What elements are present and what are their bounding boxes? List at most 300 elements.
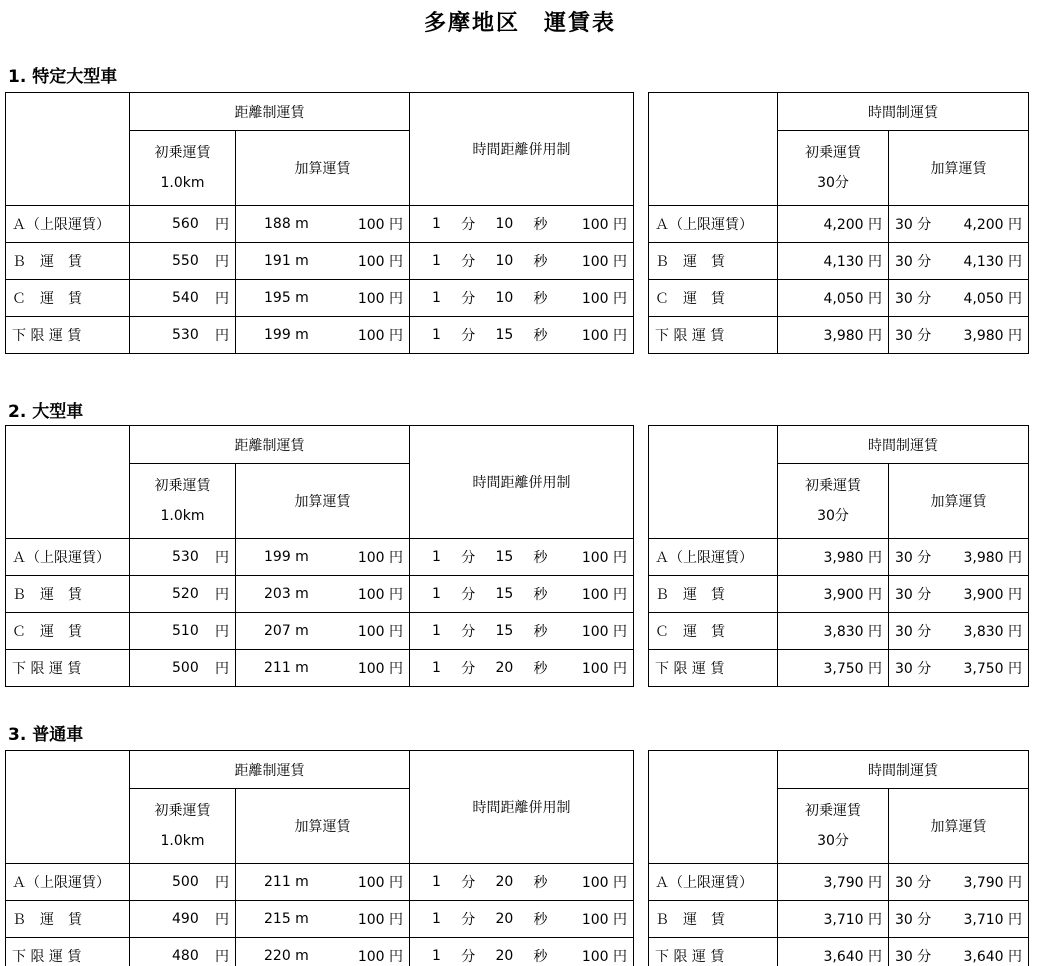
second-unit: 秒	[533, 661, 548, 677]
row-label	[649, 938, 778, 966]
second-unit: 秒	[533, 624, 548, 640]
time-seconds: 10	[495, 253, 514, 269]
row-label	[649, 206, 778, 243]
row-label-text: 下 限 運 賃	[655, 661, 725, 677]
additional-distance: 220 m	[264, 948, 309, 964]
time-fare-table	[648, 750, 1029, 966]
time-fare-value: 100 円	[581, 291, 627, 307]
yen-unit: 円	[215, 550, 229, 566]
time-unit-value: 30 分	[895, 661, 932, 677]
row-label	[649, 901, 778, 938]
additional-distance: 211 m	[264, 660, 309, 676]
additional-fare-header: 加算運賃	[889, 131, 1029, 206]
time-additional-cell	[889, 243, 1029, 280]
yen-unit: 円	[215, 587, 229, 603]
initial-distance-label: 1.0km	[160, 508, 205, 524]
time-seconds: 20	[495, 874, 514, 890]
initial-time-header	[778, 789, 889, 864]
time-fare-value: 100 円	[581, 550, 627, 566]
second-unit: 秒	[533, 217, 548, 233]
additional-fare-value: 100 円	[357, 587, 403, 603]
time-fare-value: 100 円	[581, 587, 627, 603]
row-label	[649, 317, 778, 354]
time-fare-row	[649, 280, 1029, 317]
row-label	[6, 243, 130, 280]
additional-fare-value: 100 円	[357, 217, 403, 233]
time-fare-row	[649, 901, 1029, 938]
additional-fare-cell	[236, 864, 410, 901]
minute-unit: 分	[461, 291, 476, 307]
time-fare-value: 100 円	[581, 949, 627, 965]
row-label	[6, 206, 130, 243]
additional-distance: 199 m	[264, 327, 309, 343]
row-label	[649, 650, 778, 687]
minute-unit: 分	[461, 254, 476, 270]
time-distance-cell	[410, 650, 634, 687]
additional-fare-cell	[236, 539, 410, 576]
time-initial-value: 4,130 円	[823, 254, 882, 270]
yen-unit: 円	[215, 875, 229, 891]
additional-fare-cell	[236, 576, 410, 613]
time-additional-cell	[889, 206, 1029, 243]
initial-fare-cell	[130, 576, 236, 613]
time-distance-header: 時間距離併用制	[410, 426, 634, 539]
time-additional-value: 3,750 円	[963, 661, 1022, 677]
time-distance-cell	[410, 901, 634, 938]
initial-distance-label: 1.0km	[160, 175, 205, 191]
initial-fare-value: 510	[172, 623, 199, 639]
time-distance-cell	[410, 613, 634, 650]
distance-fare-table	[5, 750, 634, 966]
time-distance-cell	[410, 317, 634, 354]
row-label-text: Ｃ 運 賃	[12, 624, 82, 640]
time-fare-row	[649, 317, 1029, 354]
row-label	[649, 864, 778, 901]
additional-fare-header: 加算運賃	[889, 789, 1029, 864]
time-initial-value: 3,980 円	[823, 328, 882, 344]
time-minutes: 1	[432, 660, 441, 676]
time-fare-table	[648, 425, 1029, 687]
additional-fare-cell	[236, 317, 410, 354]
initial-fare-header	[130, 464, 236, 539]
fare-row	[6, 938, 634, 966]
time-additional-cell	[889, 938, 1029, 966]
time-initial-value: 3,710 円	[823, 912, 882, 928]
additional-fare-cell	[236, 280, 410, 317]
time-additional-cell	[889, 613, 1029, 650]
initial-fare-cell	[130, 613, 236, 650]
fare-row	[6, 576, 634, 613]
row-label-text: Ａ（上限運賃）	[655, 875, 753, 891]
time-unit-value: 30 分	[895, 254, 932, 270]
corner-cell	[649, 93, 778, 206]
time-minutes: 1	[432, 290, 441, 306]
fare-row	[6, 243, 634, 280]
time-initial-cell	[778, 243, 889, 280]
additional-fare-cell	[236, 938, 410, 966]
row-label	[6, 576, 130, 613]
time-unit-value: 30 分	[895, 587, 932, 603]
time-initial-cell	[778, 938, 889, 966]
row-label-text: Ａ（上限運賃）	[12, 875, 110, 891]
initial-time-label: 30分	[817, 833, 849, 849]
additional-distance: 211 m	[264, 874, 309, 890]
row-label-text: 下 限 運 賃	[655, 328, 725, 344]
distance-system-header: 距離制運賃	[130, 751, 410, 789]
distance-system-header: 距離制運賃	[130, 426, 410, 464]
minute-unit: 分	[461, 661, 476, 677]
time-seconds: 20	[495, 911, 514, 927]
row-label	[6, 901, 130, 938]
time-seconds: 15	[495, 327, 514, 343]
minute-unit: 分	[461, 217, 476, 233]
time-fare-row	[649, 650, 1029, 687]
additional-fare-cell	[236, 901, 410, 938]
time-fare-value: 100 円	[581, 217, 627, 233]
time-initial-cell	[778, 206, 889, 243]
minute-unit: 分	[461, 949, 476, 965]
initial-fare-cell	[130, 864, 236, 901]
time-fare-row	[649, 539, 1029, 576]
time-distance-cell	[410, 864, 634, 901]
time-additional-value: 4,050 円	[963, 291, 1022, 307]
time-initial-cell	[778, 280, 889, 317]
initial-fare-value: 550	[172, 253, 199, 269]
row-label-text: Ａ（上限運賃）	[655, 550, 753, 566]
time-fare-table	[648, 92, 1029, 354]
initial-fare-value: 480	[172, 948, 199, 964]
time-initial-value: 3,900 円	[823, 587, 882, 603]
distance-fare-table	[5, 92, 634, 354]
time-additional-value: 4,200 円	[963, 217, 1022, 233]
row-label-text: Ｂ 運 賃	[655, 912, 725, 928]
row-label	[649, 539, 778, 576]
row-label-text: Ａ（上限運賃）	[12, 217, 110, 233]
additional-distance: 215 m	[264, 911, 309, 927]
time-unit-value: 30 分	[895, 550, 932, 566]
time-additional-cell	[889, 280, 1029, 317]
time-initial-value: 3,750 円	[823, 661, 882, 677]
row-label	[6, 650, 130, 687]
additional-distance: 203 m	[264, 586, 309, 602]
initial-time-header	[778, 464, 889, 539]
initial-fare-cell	[130, 901, 236, 938]
row-label-text: Ｃ 運 賃	[12, 291, 82, 307]
additional-fare-cell	[236, 206, 410, 243]
time-minutes: 1	[432, 948, 441, 964]
row-label-text: 下 限 運 賃	[655, 949, 725, 965]
additional-fare-value: 100 円	[357, 254, 403, 270]
time-fare-value: 100 円	[581, 624, 627, 640]
fare-row	[6, 280, 634, 317]
time-unit-value: 30 分	[895, 291, 932, 307]
corner-cell	[649, 751, 778, 864]
initial-fare-cell	[130, 539, 236, 576]
time-unit-value: 30 分	[895, 875, 932, 891]
row-label-text: 下 限 運 賃	[12, 661, 82, 677]
yen-unit: 円	[215, 217, 229, 233]
time-fare-value: 100 円	[581, 328, 627, 344]
minute-unit: 分	[461, 587, 476, 603]
time-distance-cell	[410, 243, 634, 280]
initial-fare-header	[130, 131, 236, 206]
yen-unit: 円	[215, 254, 229, 270]
initial-time-label: 30分	[817, 175, 849, 191]
time-fare-row	[649, 576, 1029, 613]
initial-fare-value: 540	[172, 290, 199, 306]
second-unit: 秒	[533, 254, 548, 270]
additional-fare-value: 100 円	[357, 912, 403, 928]
distance-system-header: 距離制運賃	[130, 93, 410, 131]
time-unit-value: 30 分	[895, 624, 932, 640]
time-seconds: 15	[495, 623, 514, 639]
time-additional-cell	[889, 864, 1029, 901]
time-minutes: 1	[432, 216, 441, 232]
time-fare-row	[649, 864, 1029, 901]
time-distance-cell	[410, 539, 634, 576]
row-label	[649, 576, 778, 613]
initial-fare-cell	[130, 243, 236, 280]
time-seconds: 15	[495, 549, 514, 565]
row-label-text: Ｂ 運 賃	[12, 254, 82, 270]
fare-row	[6, 206, 634, 243]
fare-row	[6, 613, 634, 650]
initial-fare-value: 500	[172, 660, 199, 676]
page-title: 多摩地区 運賃表	[423, 11, 616, 36]
time-initial-cell	[778, 317, 889, 354]
time-additional-cell	[889, 539, 1029, 576]
time-initial-value: 3,640 円	[823, 949, 882, 965]
row-label	[6, 864, 130, 901]
fare-row	[6, 650, 634, 687]
time-seconds: 20	[495, 948, 514, 964]
initial-fare-label: 初乗運賃	[154, 145, 211, 161]
corner-cell	[6, 93, 130, 206]
time-initial-value: 3,790 円	[823, 875, 882, 891]
time-initial-cell	[778, 901, 889, 938]
additional-distance: 191 m	[264, 253, 309, 269]
minute-unit: 分	[461, 328, 476, 344]
time-additional-value: 3,830 円	[963, 624, 1022, 640]
initial-fare-value: 530	[172, 327, 199, 343]
yen-unit: 円	[215, 291, 229, 307]
time-system-header: 時間制運賃	[778, 751, 1029, 789]
row-label	[6, 280, 130, 317]
row-label-text: Ｂ 運 賃	[12, 912, 82, 928]
initial-fare-label: 初乗運賃	[805, 478, 861, 494]
second-unit: 秒	[533, 291, 548, 307]
fare-row	[6, 864, 634, 901]
yen-unit: 円	[215, 661, 229, 677]
section-title: 2. 大型車	[8, 402, 84, 422]
time-fare-value: 100 円	[581, 254, 627, 270]
time-initial-cell	[778, 650, 889, 687]
initial-fare-cell	[130, 280, 236, 317]
time-seconds: 20	[495, 660, 514, 676]
corner-cell	[6, 426, 130, 539]
additional-fare-cell	[236, 613, 410, 650]
row-label	[6, 613, 130, 650]
corner-cell	[6, 751, 130, 864]
initial-time-header	[778, 131, 889, 206]
time-seconds: 10	[495, 216, 514, 232]
initial-fare-value: 500	[172, 874, 199, 890]
yen-unit: 円	[215, 328, 229, 344]
additional-fare-value: 100 円	[357, 875, 403, 891]
time-distance-header: 時間距離併用制	[410, 751, 634, 864]
time-fare-row	[649, 243, 1029, 280]
time-initial-cell	[778, 539, 889, 576]
second-unit: 秒	[533, 912, 548, 928]
time-distance-cell	[410, 938, 634, 966]
second-unit: 秒	[533, 875, 548, 891]
time-unit-value: 30 分	[895, 912, 932, 928]
time-additional-cell	[889, 576, 1029, 613]
additional-distance: 195 m	[264, 290, 309, 306]
row-label-text: Ｃ 運 賃	[655, 291, 725, 307]
initial-fare-label: 初乗運賃	[154, 478, 211, 494]
minute-unit: 分	[461, 550, 476, 566]
additional-fare-header: 加算運賃	[889, 464, 1029, 539]
time-additional-value: 3,980 円	[963, 550, 1022, 566]
initial-distance-label: 1.0km	[160, 833, 205, 849]
time-system-header: 時間制運賃	[778, 426, 1029, 464]
row-label-text: 下 限 運 賃	[12, 949, 82, 965]
initial-fare-label: 初乗運賃	[154, 803, 211, 819]
row-label-text: Ａ（上限運賃）	[12, 550, 110, 566]
time-initial-value: 4,050 円	[823, 291, 882, 307]
additional-fare-header: 加算運賃	[236, 131, 410, 206]
time-fare-row	[649, 206, 1029, 243]
initial-fare-cell	[130, 650, 236, 687]
initial-fare-value: 530	[172, 549, 199, 565]
row-label	[649, 280, 778, 317]
additional-distance: 188 m	[264, 216, 309, 232]
row-label-text: 下 限 運 賃	[12, 328, 82, 344]
fare-row	[6, 539, 634, 576]
time-fare-value: 100 円	[581, 875, 627, 891]
section-title: 1. 特定大型車	[8, 67, 118, 87]
additional-fare-header: 加算運賃	[236, 789, 410, 864]
row-label-text: Ｃ 運 賃	[655, 624, 725, 640]
time-additional-cell	[889, 317, 1029, 354]
time-additional-value: 3,900 円	[963, 587, 1022, 603]
additional-fare-cell	[236, 243, 410, 280]
time-seconds: 10	[495, 290, 514, 306]
row-label-text: Ａ（上限運賃）	[655, 217, 753, 233]
initial-fare-cell	[130, 938, 236, 966]
additional-fare-value: 100 円	[357, 291, 403, 307]
time-additional-value: 3,640 円	[963, 949, 1022, 965]
additional-fare-value: 100 円	[357, 661, 403, 677]
initial-fare-label: 初乗運賃	[805, 803, 861, 819]
time-fare-value: 100 円	[581, 912, 627, 928]
time-distance-header: 時間距離併用制	[410, 93, 634, 206]
initial-fare-value: 490	[172, 911, 199, 927]
time-unit-value: 30 分	[895, 328, 932, 344]
time-distance-cell	[410, 280, 634, 317]
second-unit: 秒	[533, 550, 548, 566]
time-minutes: 1	[432, 874, 441, 890]
initial-fare-cell	[130, 317, 236, 354]
time-unit-value: 30 分	[895, 949, 932, 965]
yen-unit: 円	[215, 912, 229, 928]
time-minutes: 1	[432, 549, 441, 565]
corner-cell	[649, 426, 778, 539]
time-unit-value: 30 分	[895, 217, 932, 233]
time-system-header: 時間制運賃	[778, 93, 1029, 131]
second-unit: 秒	[533, 328, 548, 344]
additional-fare-header: 加算運賃	[236, 464, 410, 539]
row-label	[6, 317, 130, 354]
time-minutes: 1	[432, 253, 441, 269]
initial-fare-header	[130, 789, 236, 864]
initial-fare-cell	[130, 206, 236, 243]
initial-fare-label: 初乗運賃	[805, 145, 861, 161]
initial-fare-value: 520	[172, 586, 199, 602]
time-fare-value: 100 円	[581, 661, 627, 677]
row-label	[649, 243, 778, 280]
additional-distance: 199 m	[264, 549, 309, 565]
row-label	[6, 539, 130, 576]
time-minutes: 1	[432, 586, 441, 602]
row-label-text: Ｂ 運 賃	[655, 587, 725, 603]
minute-unit: 分	[461, 624, 476, 640]
time-distance-cell	[410, 576, 634, 613]
section-title: 3. 普通車	[8, 725, 84, 745]
time-additional-value: 4,130 円	[963, 254, 1022, 270]
time-minutes: 1	[432, 911, 441, 927]
second-unit: 秒	[533, 949, 548, 965]
time-minutes: 1	[432, 623, 441, 639]
time-additional-cell	[889, 901, 1029, 938]
second-unit: 秒	[533, 587, 548, 603]
row-label-text: Ｂ 運 賃	[655, 254, 725, 270]
row-label	[649, 613, 778, 650]
minute-unit: 分	[461, 912, 476, 928]
time-fare-row	[649, 613, 1029, 650]
time-distance-cell	[410, 206, 634, 243]
row-label	[6, 938, 130, 966]
time-minutes: 1	[432, 327, 441, 343]
fare-row	[6, 901, 634, 938]
additional-fare-value: 100 円	[357, 949, 403, 965]
initial-fare-value: 560	[172, 216, 199, 232]
yen-unit: 円	[215, 624, 229, 640]
time-additional-value: 3,980 円	[963, 328, 1022, 344]
time-initial-value: 4,200 円	[823, 217, 882, 233]
distance-fare-table	[5, 425, 634, 687]
additional-fare-value: 100 円	[357, 328, 403, 344]
time-additional-cell	[889, 650, 1029, 687]
time-initial-cell	[778, 864, 889, 901]
time-fare-row	[649, 938, 1029, 966]
time-additional-value: 3,710 円	[963, 912, 1022, 928]
yen-unit: 円	[215, 949, 229, 965]
additional-fare-cell	[236, 650, 410, 687]
row-label-text: Ｂ 運 賃	[12, 587, 82, 603]
additional-fare-value: 100 円	[357, 550, 403, 566]
initial-time-label: 30分	[817, 508, 849, 524]
fare-row	[6, 317, 634, 354]
minute-unit: 分	[461, 875, 476, 891]
time-initial-value: 3,830 円	[823, 624, 882, 640]
additional-fare-value: 100 円	[357, 624, 403, 640]
additional-distance: 207 m	[264, 623, 309, 639]
time-initial-cell	[778, 613, 889, 650]
time-initial-value: 3,980 円	[823, 550, 882, 566]
time-seconds: 15	[495, 586, 514, 602]
